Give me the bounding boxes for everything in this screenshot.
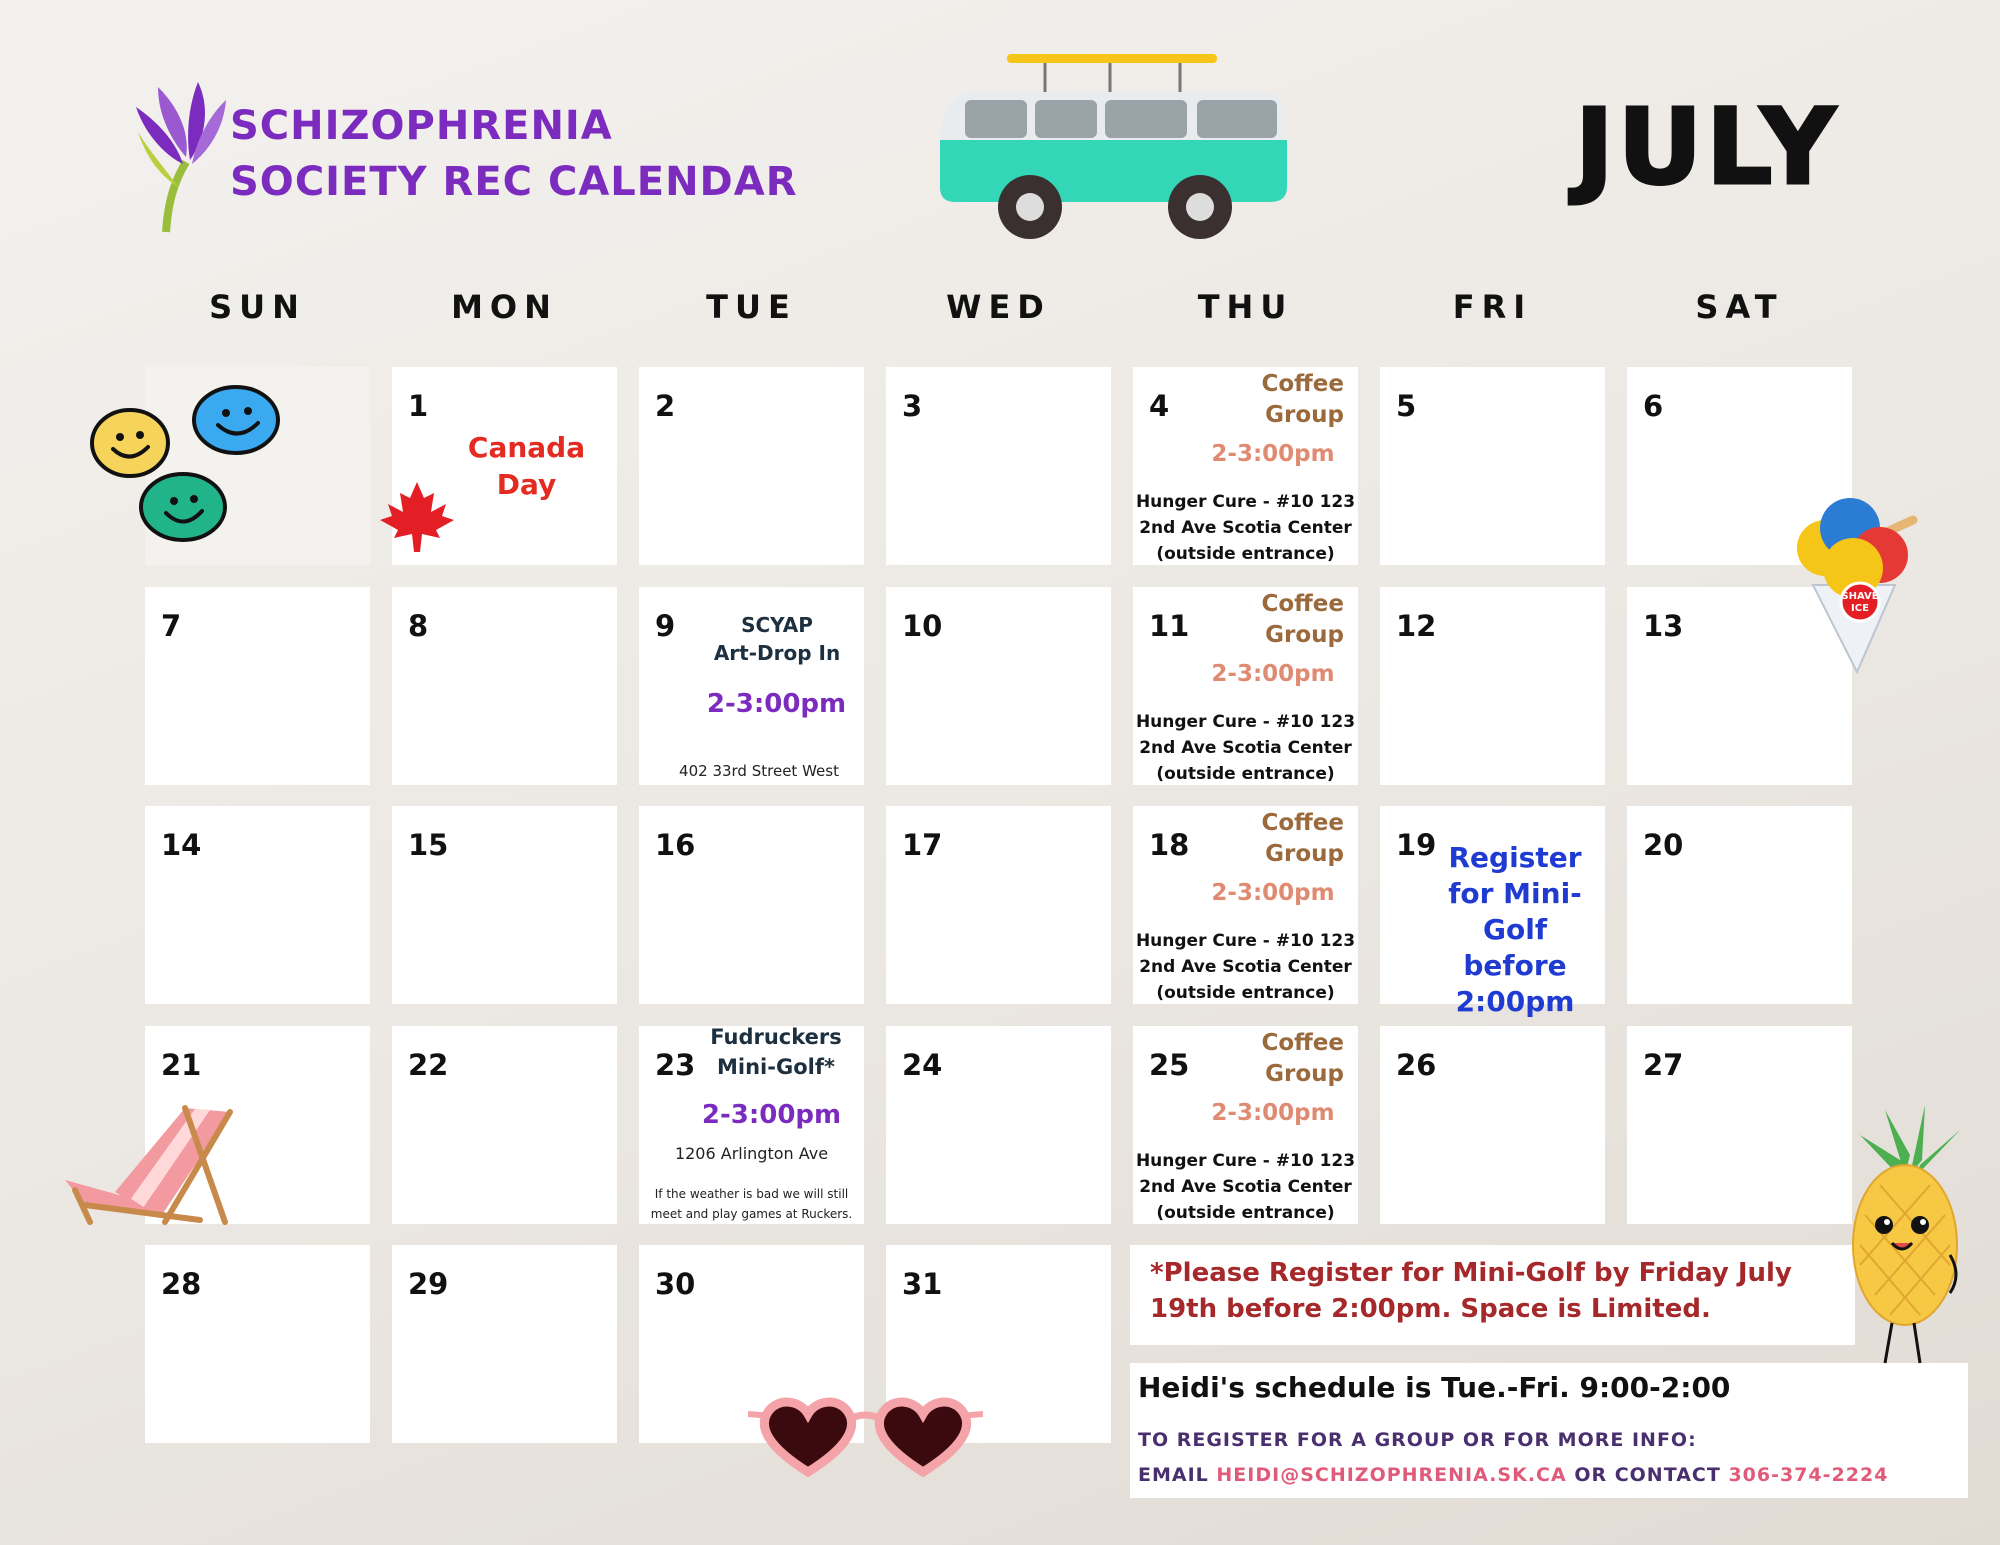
day-cell-26[interactable]	[1380, 1026, 1605, 1224]
day-cell-8[interactable]	[392, 587, 617, 785]
day-cell-22[interactable]	[392, 1026, 617, 1224]
register-note-text: *Please Register for Mini-Golf by Friday July 19th before 2:00pm. Space is Limited.	[1150, 1258, 1792, 1324]
day-cell-16[interactable]	[639, 806, 864, 1004]
fudruckers-weather-note	[644, 1184, 859, 1224]
day-cell-12[interactable]	[1380, 587, 1605, 785]
fudruckers-event-address: 1206 Arlington Ave	[674, 1144, 829, 1163]
day-number: 14	[161, 828, 202, 862]
day-number: 30	[655, 1267, 696, 1301]
day-cell-14[interactable]	[145, 806, 370, 1004]
day-cell-15[interactable]	[392, 806, 617, 1004]
page-title	[230, 98, 798, 210]
day-cell-17[interactable]	[886, 806, 1111, 1004]
location-line-2: 2nd Ave Scotia Center	[1139, 957, 1352, 977]
note-line-1: If the weather is bad we will still	[654, 1187, 849, 1201]
weekday-thu: THU	[1197, 288, 1294, 326]
coffee-group-time: 2-3:00pm	[1211, 880, 1335, 906]
month-title: JULY	[1575, 86, 1840, 208]
day-cell-27[interactable]	[1627, 1026, 1852, 1224]
day-cell-25[interactable]	[1133, 1026, 1358, 1224]
title-line-1: SCHIZOPHRENIA	[230, 103, 613, 149]
day-cell-11[interactable]	[1133, 587, 1358, 785]
fudruckers-event-time: 2-3:00pm	[701, 1100, 842, 1130]
location-line-1: Hunger Cure - #10 123	[1135, 492, 1356, 512]
canada-day-event: Canada Day	[467, 431, 586, 501]
weekday-wed: WED	[946, 288, 1051, 326]
contact-info-box	[1130, 1363, 1968, 1498]
weekday-mon: MON	[451, 288, 558, 326]
day-number: 26	[1396, 1048, 1437, 1082]
day-number: 23	[655, 1048, 696, 1082]
scyap-event-time: 2-3:00pm	[706, 689, 847, 719]
coffee-group-title: Coffee Group	[1261, 810, 1344, 867]
day-cell-20[interactable]	[1627, 806, 1852, 1004]
note-line-2: meet and play games at Ruckers.	[650, 1207, 853, 1221]
coffee-group-location	[1133, 1148, 1358, 1226]
day-cell-19[interactable]	[1380, 806, 1605, 1018]
day-number: 18	[1149, 828, 1190, 862]
fudruckers-event-title	[701, 1022, 851, 1082]
contact-line	[1138, 1464, 1888, 1486]
day-number: 5	[1396, 389, 1417, 423]
weekday-sat: SAT	[1695, 288, 1784, 326]
day-number: 27	[1643, 1048, 1684, 1082]
day-cell-29[interactable]	[392, 1245, 617, 1443]
weekday-tue: TUE	[706, 288, 797, 326]
scyap-line-2: Art-Drop In	[713, 641, 841, 665]
day-number: 20	[1643, 828, 1684, 862]
coffee-group-title: Coffee Group	[1261, 371, 1344, 428]
shave-ice-icon	[1795, 490, 1920, 675]
day-cell-5[interactable]	[1380, 367, 1605, 565]
coffee-group-location	[1133, 709, 1358, 787]
coffee-group-location	[1133, 489, 1358, 567]
day-number: 31	[902, 1267, 943, 1301]
day-number: 3	[902, 389, 923, 423]
day-cell-7[interactable]	[145, 587, 370, 785]
day-number: 22	[408, 1048, 449, 1082]
title-line-2: SOCIETY REC CALENDAR	[230, 159, 798, 205]
coffee-group-time: 2-3:00pm	[1211, 1100, 1335, 1126]
day-cell-3[interactable]	[886, 367, 1111, 565]
pineapple-icon	[1850, 1105, 1965, 1370]
weekday-sun: SUN	[209, 288, 306, 326]
location-line-1: Hunger Cure - #10 123	[1135, 931, 1356, 951]
phone-number[interactable]: 306-374-2224	[1728, 1464, 1889, 1486]
location-line-1: Hunger Cure - #10 123	[1135, 712, 1356, 732]
location-line-2: 2nd Ave Scotia Center	[1139, 1177, 1352, 1197]
day-cell-10[interactable]	[886, 587, 1111, 785]
day-cell-9[interactable]	[639, 587, 864, 785]
day-cell-2[interactable]	[639, 367, 864, 565]
fudruckers-line-2: Mini-Golf*	[717, 1055, 835, 1079]
location-line-3: (outside entrance)	[1156, 983, 1335, 1003]
coffee-group-time: 2-3:00pm	[1211, 441, 1335, 467]
smiley-faces-icon	[88, 385, 288, 545]
register-mini-golf-event: Register for Mini-Golf before 2:00pm	[1448, 841, 1582, 1018]
heidi-schedule: Heidi's schedule is Tue.-Fri. 9:00-2:00	[1138, 1371, 1731, 1404]
day-number: 7	[161, 609, 182, 643]
logo-flower-icon	[128, 82, 228, 234]
day-number: 19	[1396, 828, 1437, 862]
email-label: EMAIL	[1138, 1464, 1209, 1486]
day-number: 2	[655, 389, 676, 423]
day-number: 6	[1643, 389, 1664, 423]
contact-label: OR CONTACT	[1574, 1464, 1721, 1486]
day-number: 13	[1643, 609, 1684, 643]
location-line-3: (outside entrance)	[1156, 764, 1335, 784]
day-number: 21	[161, 1048, 202, 1082]
day-number: 29	[408, 1267, 449, 1301]
beach-chair-icon	[65, 1100, 245, 1225]
day-number: 17	[902, 828, 943, 862]
weekday-fri: FRI	[1452, 288, 1533, 326]
day-number: 9	[655, 609, 676, 643]
maple-leaf-icon	[378, 478, 456, 556]
day-cell-28[interactable]	[145, 1245, 370, 1443]
email-link[interactable]: HEIDI@SCHIZOPHRENIA.SK.CA	[1216, 1464, 1567, 1486]
location-line-3: (outside entrance)	[1156, 1203, 1335, 1223]
coffee-group-time: 2-3:00pm	[1211, 661, 1335, 687]
coffee-group-location	[1133, 928, 1358, 1006]
day-cell-18[interactable]	[1133, 806, 1358, 1004]
day-number: 15	[408, 828, 449, 862]
shave-ice-text-1: SHAVE	[1841, 591, 1879, 602]
day-number: 10	[902, 609, 943, 643]
scyap-event-title	[697, 611, 857, 667]
day-cell-23[interactable]	[639, 1026, 864, 1224]
heart-sunglasses-icon	[748, 1392, 983, 1477]
location-line-2: 2nd Ave Scotia Center	[1139, 518, 1352, 538]
camper-van-icon	[935, 52, 1287, 244]
location-line-3: (outside entrance)	[1156, 544, 1335, 564]
day-cell-4[interactable]	[1133, 367, 1358, 565]
day-number: 16	[655, 828, 696, 862]
scyap-line-1: SCYAP	[741, 613, 813, 637]
day-number: 4	[1149, 389, 1170, 423]
mini-golf-register-note	[1130, 1245, 1855, 1345]
fudruckers-line-1: Fudruckers	[710, 1025, 842, 1049]
location-line-1: Hunger Cure - #10 123	[1135, 1151, 1356, 1171]
location-line-2: 2nd Ave Scotia Center	[1139, 738, 1352, 758]
coffee-group-title: Coffee Group	[1261, 1030, 1344, 1087]
day-number: 1	[408, 389, 429, 423]
day-cell-24[interactable]	[886, 1026, 1111, 1224]
day-number: 25	[1149, 1048, 1190, 1082]
coffee-group-title: Coffee Group	[1261, 591, 1344, 648]
shave-ice-text-2: ICE	[1851, 603, 1869, 614]
day-number: 28	[161, 1267, 202, 1301]
day-number: 24	[902, 1048, 943, 1082]
scyap-event-address: 402 33rd Street West	[679, 762, 839, 780]
register-info-heading: TO REGISTER FOR A GROUP OR FOR MORE INFO:	[1138, 1429, 1697, 1451]
day-number: 8	[408, 609, 429, 643]
day-number: 11	[1149, 609, 1190, 643]
day-number: 12	[1396, 609, 1437, 643]
